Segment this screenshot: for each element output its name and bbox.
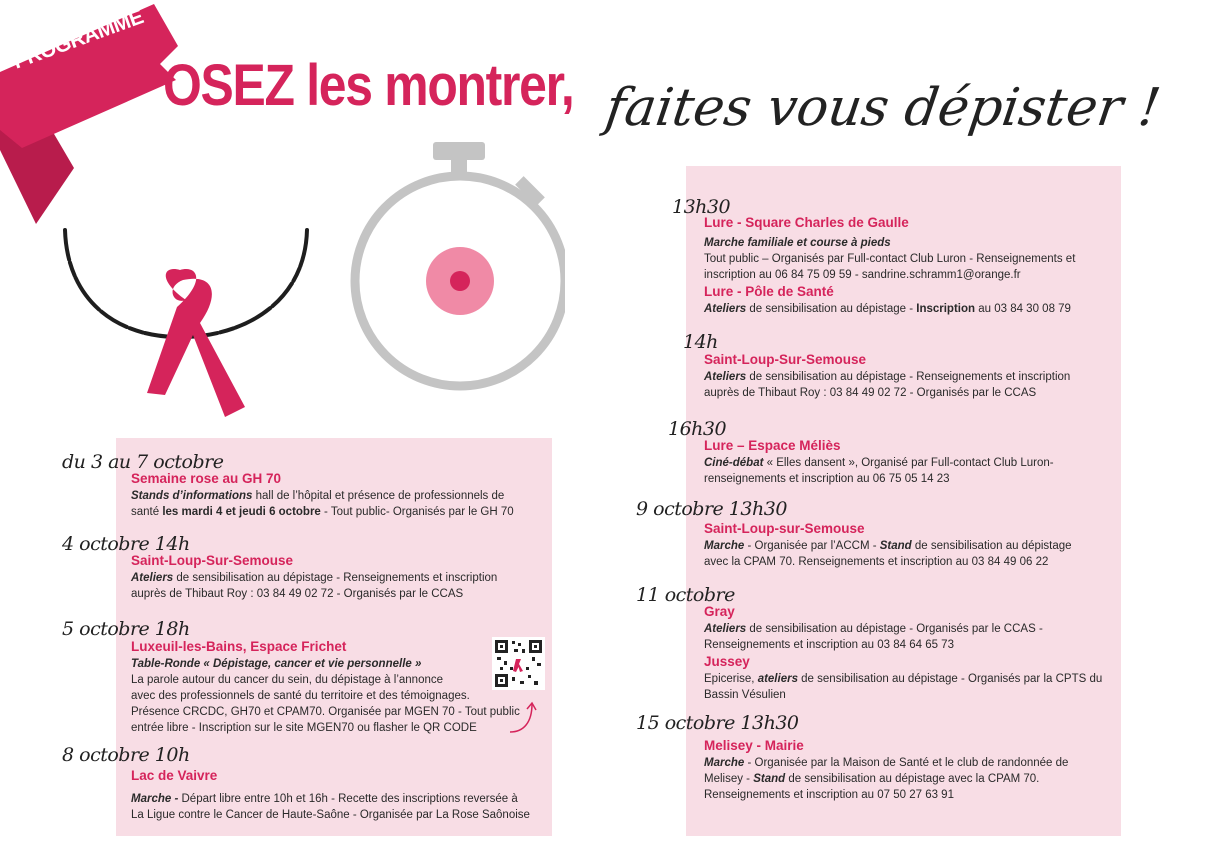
date-label: 5 octobre 18h [62, 618, 190, 640]
event-line: Ciné-débat « Elles dansent », Organisé par Full-contact Club Luron- [704, 457, 1054, 469]
event-block [704, 437, 1054, 487]
event-place: Lure – Espace Méliès [704, 438, 841, 453]
event-line: Marche - Départ libre entre 10h et 16h - Recette des inscriptions reversée à [131, 793, 518, 805]
event-block [131, 767, 530, 823]
event-line: Marche familiale et course à pieds [704, 237, 891, 249]
event-line: Tout public – Organisés par Full-contact Club Luron - Renseignements et [704, 253, 1076, 265]
event-block [704, 520, 1072, 570]
event-block [131, 552, 497, 602]
page-subtitle-script: faites vous dépister ! [601, 78, 1164, 138]
date-label: 14h [683, 331, 718, 353]
event-place: Lure - Pôle de Santé [704, 284, 834, 299]
event-line: Melisey - Stand de sensibilisation au dépistage avec la CPAM 70. [704, 773, 1040, 785]
event-place: Saint-Loup-sur-Semouse [704, 521, 865, 536]
event-line: Epicerise, ateliers de sensibilisation au dépistage - Organisés par la CPTS du [704, 673, 1103, 685]
event-line: avec la CPAM 70. Renseignements et inscription au 03 84 49 06 22 [704, 556, 1049, 568]
event-line: santé les mardi 4 et jeudi 6 octobre - Tout public- Organisés par le GH 70 [131, 506, 514, 518]
event-line: entrée libre - Inscription sur le site MGEN70 ou flasher le QR CODE [131, 722, 477, 734]
event-block [704, 214, 1075, 317]
event-block [704, 603, 1102, 703]
date-label: du 3 au 7 octobre [62, 451, 224, 473]
event-block [131, 638, 520, 736]
event-place: Gray [704, 604, 735, 619]
event-block [131, 470, 514, 520]
event-place: Jussey [704, 654, 750, 669]
event-place: Lac de Vaivre [131, 768, 218, 783]
event-place: Semaine rose au GH 70 [131, 471, 282, 486]
event-line: inscription au 06 84 75 09 59 - sandrine.schramm1@orange.fr [704, 269, 1021, 281]
event-line: La parole autour du cancer du sein, du dépistage à l’annonce [131, 674, 444, 686]
event-line: Table-Ronde « Dépistage, cancer et vie personnelle » [131, 658, 422, 670]
event-place: Saint-Loup-Sur-Semouse [131, 553, 294, 568]
event-line: La Ligue contre le Cancer de Haute-Saône - Organisée par La Rose Saônoise [131, 809, 530, 821]
event-block [704, 737, 1068, 803]
event-line: Ateliers de sensibilisation au dépistage - Inscription au 03 84 30 08 79 [704, 303, 1071, 315]
event-place: Luxeuil-les-Bains, Espace Frichet [131, 639, 347, 654]
event-line: Présence CRCDC, GH70 et CPAM70. Organisée par MGEN 70 - Tout public [131, 706, 520, 718]
date-label: 11 octobre [636, 584, 735, 606]
event-line: auprès de Thibaut Roy : 03 84 49 02 72 - Organisés par le CCAS [704, 387, 1037, 399]
event-line: Renseignements et inscription au 07 50 27 63 91 [704, 789, 954, 801]
event-place: Melisey - Mairie [704, 738, 804, 753]
event-line: renseignements et inscription au 06 75 05 14 23 [704, 473, 950, 485]
date-label: 4 octobre 14h [62, 533, 190, 555]
date-label: 16h30 [668, 418, 727, 440]
date-label: 9 octobre 13h30 [636, 498, 787, 520]
date-label: 8 octobre 10h [62, 744, 190, 766]
page-title: OSEZ les montrer, [163, 53, 574, 118]
stopwatch-illustration [340, 138, 565, 398]
date-label: 15 octobre 13h30 [636, 712, 799, 734]
event-line: Bassin Vésulien [704, 689, 786, 701]
event-line: Renseignements et inscription au 03 84 64 65 73 [704, 639, 954, 651]
event-block [704, 351, 1070, 401]
event-place: Saint-Loup-Sur-Semouse [704, 352, 867, 367]
breast-ribbon-illustration [55, 225, 315, 425]
programme-label: PROGRAMME [10, 5, 147, 74]
event-line: Marche - Organisée par l’ACCM - Stand de sensibilisation au dépistage [704, 540, 1072, 552]
pink-ribbon-icon [147, 269, 245, 417]
event-line: auprès de Thibaut Roy : 03 84 49 02 72 - Organisés par le CCAS [131, 588, 464, 600]
date-label: 13h30 [672, 196, 731, 218]
event-line: Marche - Organisée par la Maison de Santé et le club de randonnée de [704, 757, 1069, 769]
event-line: Stands d’informations hall de l’hôpital et présence de professionnels de [131, 490, 505, 502]
event-line: avec des professionnels de santé du territoire et des témoignages. [131, 690, 470, 702]
event-place: Lure - Square Charles de Gaulle [704, 215, 909, 230]
event-line: Ateliers de sensibilisation au dépistage - Renseignements et inscription [131, 572, 498, 584]
event-line: Ateliers de sensibilisation au dépistage - Organisés par le CCAS - [704, 623, 1043, 635]
event-line: Ateliers de sensibilisation au dépistage - Renseignements et inscription [704, 371, 1071, 383]
